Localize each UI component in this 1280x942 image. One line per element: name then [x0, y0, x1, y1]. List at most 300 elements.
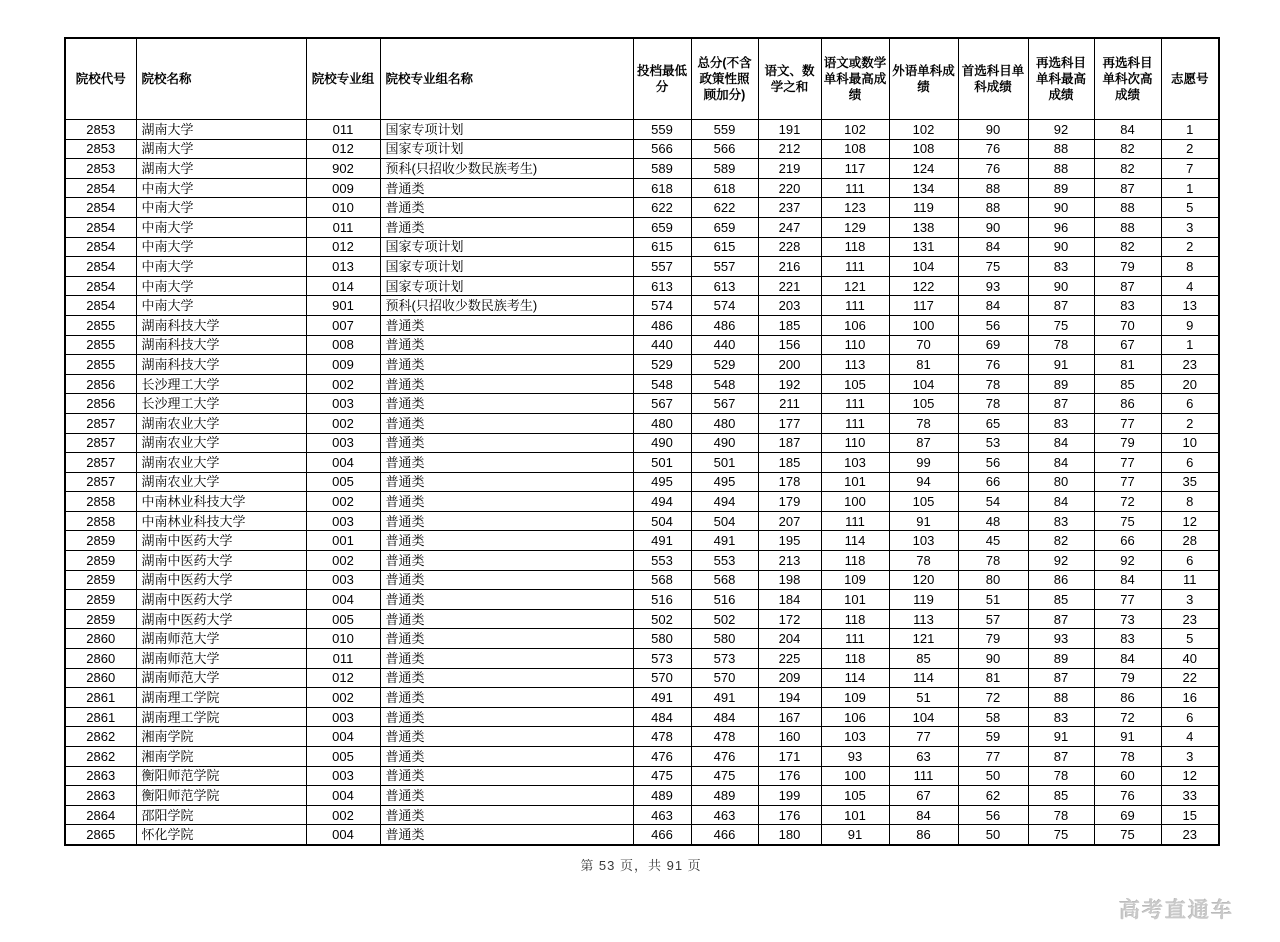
table-cell: 普通类 — [380, 178, 633, 198]
table-cell: 002 — [306, 805, 380, 825]
table-cell: 普通类 — [380, 394, 633, 414]
table-cell: 中南大学 — [136, 217, 306, 237]
table-cell: 104 — [889, 374, 958, 394]
table-cell: 160 — [758, 727, 821, 747]
table-row — [65, 551, 1219, 571]
table-cell: 90 — [958, 217, 1028, 237]
table-cell: 187 — [758, 433, 821, 453]
table-cell: 81 — [889, 355, 958, 375]
table-cell: 湖南农业大学 — [136, 472, 306, 492]
table-cell: 478 — [691, 727, 758, 747]
table-cell: 83 — [1094, 296, 1161, 316]
table-row — [65, 139, 1219, 159]
table-cell: 2859 — [65, 551, 136, 571]
table-cell: 109 — [821, 688, 889, 708]
table-row — [65, 315, 1219, 335]
table-cell: 湘南学院 — [136, 727, 306, 747]
table-cell: 90 — [958, 120, 1028, 140]
table-cell: 2859 — [65, 609, 136, 629]
table-cell: 101 — [821, 590, 889, 610]
table-cell: 60 — [1094, 766, 1161, 786]
table-cell: 86 — [889, 825, 958, 845]
table-cell: 198 — [758, 570, 821, 590]
table-cell: 91 — [1028, 355, 1094, 375]
table-cell: 预科(只招收少数民族考生) — [380, 296, 633, 316]
table-cell: 2857 — [65, 453, 136, 473]
table-cell: 005 — [306, 747, 380, 767]
table-cell: 589 — [633, 159, 691, 179]
table-cell: 2855 — [65, 335, 136, 355]
table-row — [65, 629, 1219, 649]
header-cell: 志愿号 — [1161, 38, 1219, 120]
table-cell: 219 — [758, 159, 821, 179]
table-cell: 111 — [821, 394, 889, 414]
table-cell: 618 — [691, 178, 758, 198]
header-cell: 总分(不含政策性照顾加分) — [691, 38, 758, 120]
table-cell: 普通类 — [380, 433, 633, 453]
table-row — [65, 825, 1219, 845]
table-cell: 72 — [1094, 492, 1161, 512]
table-cell: 615 — [633, 237, 691, 257]
table-cell: 2853 — [65, 120, 136, 140]
table-cell: 194 — [758, 688, 821, 708]
table-cell: 7 — [1161, 159, 1219, 179]
table-cell: 102 — [889, 120, 958, 140]
table-cell: 574 — [633, 296, 691, 316]
table-cell: 8 — [1161, 492, 1219, 512]
table-row — [65, 237, 1219, 257]
table-cell: 013 — [306, 257, 380, 277]
table-cell: 557 — [691, 257, 758, 277]
table-row — [65, 394, 1219, 414]
table-cell: 90 — [1028, 237, 1094, 257]
table-cell: 国家专项计划 — [380, 120, 633, 140]
table-cell: 484 — [633, 707, 691, 727]
table-cell: 101 — [821, 805, 889, 825]
header-row — [65, 38, 1219, 120]
table-cell: 212 — [758, 139, 821, 159]
table-cell: 176 — [758, 805, 821, 825]
table-cell: 111 — [821, 413, 889, 433]
table-cell: 247 — [758, 217, 821, 237]
table-cell: 501 — [691, 453, 758, 473]
table-cell: 20 — [1161, 374, 1219, 394]
table-cell: 131 — [889, 237, 958, 257]
table-cell: 004 — [306, 825, 380, 845]
table-cell: 预科(只招收少数民族考生) — [380, 159, 633, 179]
table-cell: 111 — [821, 178, 889, 198]
table-cell: 普通类 — [380, 786, 633, 806]
table-cell: 83 — [1094, 629, 1161, 649]
table-cell: 011 — [306, 120, 380, 140]
table-cell: 70 — [1094, 315, 1161, 335]
table-cell: 12 — [1161, 511, 1219, 531]
table-cell: 486 — [633, 315, 691, 335]
table-cell: 12 — [1161, 766, 1219, 786]
table-cell: 902 — [306, 159, 380, 179]
table-cell: 2859 — [65, 590, 136, 610]
table-cell: 6 — [1161, 707, 1219, 727]
table-cell: 湖南大学 — [136, 120, 306, 140]
table-cell: 23 — [1161, 355, 1219, 375]
table-cell: 177 — [758, 413, 821, 433]
table-cell: 63 — [889, 747, 958, 767]
table-cell: 179 — [758, 492, 821, 512]
table-cell: 中南大学 — [136, 198, 306, 218]
header-cell: 院校代号 — [65, 38, 136, 120]
table-cell: 502 — [691, 609, 758, 629]
table-cell: 491 — [691, 688, 758, 708]
table-cell: 2854 — [65, 198, 136, 218]
table-cell: 87 — [1028, 609, 1094, 629]
table-cell: 106 — [821, 315, 889, 335]
table-cell: 湖南中医药大学 — [136, 551, 306, 571]
table-cell: 87 — [1028, 668, 1094, 688]
table-cell: 568 — [691, 570, 758, 590]
table-cell: 118 — [821, 237, 889, 257]
table-cell: 2863 — [65, 766, 136, 786]
table-cell: 2854 — [65, 276, 136, 296]
table-cell: 78 — [889, 413, 958, 433]
table-cell: 88 — [1028, 139, 1094, 159]
table-cell: 2853 — [65, 139, 136, 159]
table-cell: 105 — [821, 786, 889, 806]
table-cell: 87 — [1028, 747, 1094, 767]
table-cell: 57 — [958, 609, 1028, 629]
table-cell: 76 — [958, 159, 1028, 179]
table-cell: 普通类 — [380, 551, 633, 571]
table-cell: 51 — [889, 688, 958, 708]
table-cell: 105 — [889, 394, 958, 414]
table-cell: 440 — [633, 335, 691, 355]
table-row — [65, 649, 1219, 669]
table-cell: 长沙理工大学 — [136, 374, 306, 394]
table-row — [65, 217, 1219, 237]
table-cell: 012 — [306, 668, 380, 688]
table-cell: 湖南理工学院 — [136, 688, 306, 708]
table-row — [65, 472, 1219, 492]
table-cell: 92 — [1028, 120, 1094, 140]
table-cell: 90 — [1028, 276, 1094, 296]
table-cell: 475 — [633, 766, 691, 786]
table-cell: 普通类 — [380, 747, 633, 767]
table-cell: 008 — [306, 335, 380, 355]
table-cell: 002 — [306, 413, 380, 433]
table-cell: 5 — [1161, 198, 1219, 218]
table-row — [65, 413, 1219, 433]
table-cell: 111 — [889, 766, 958, 786]
table-cell: 75 — [1094, 825, 1161, 845]
table-row — [65, 805, 1219, 825]
table-cell: 574 — [691, 296, 758, 316]
table-cell: 180 — [758, 825, 821, 845]
table-cell: 004 — [306, 590, 380, 610]
table-cell: 1 — [1161, 178, 1219, 198]
table-cell: 78 — [1028, 805, 1094, 825]
table-cell: 491 — [691, 531, 758, 551]
table-cell: 11 — [1161, 570, 1219, 590]
table-cell: 615 — [691, 237, 758, 257]
table-cell: 118 — [821, 551, 889, 571]
table-cell: 91 — [821, 825, 889, 845]
table-cell: 440 — [691, 335, 758, 355]
table-cell: 004 — [306, 453, 380, 473]
table-cell: 2854 — [65, 257, 136, 277]
table-cell: 10 — [1161, 433, 1219, 453]
table-cell: 118 — [821, 609, 889, 629]
table-cell: 2861 — [65, 707, 136, 727]
table-cell: 65 — [958, 413, 1028, 433]
table-cell: 56 — [958, 453, 1028, 473]
table-cell: 580 — [633, 629, 691, 649]
table-cell: 84 — [1028, 433, 1094, 453]
table-cell: 548 — [633, 374, 691, 394]
table-cell: 湖南理工学院 — [136, 707, 306, 727]
table-cell: 100 — [821, 492, 889, 512]
table-cell: 湖南科技大学 — [136, 315, 306, 335]
table-cell: 中南大学 — [136, 237, 306, 257]
table-cell: 005 — [306, 609, 380, 629]
table-cell: 湖南师范大学 — [136, 629, 306, 649]
table-cell: 82 — [1094, 237, 1161, 257]
admission-scores-table — [64, 37, 1220, 846]
table-cell: 45 — [958, 531, 1028, 551]
table-cell: 84 — [958, 296, 1028, 316]
table-cell: 2861 — [65, 688, 136, 708]
table-cell: 88 — [1028, 688, 1094, 708]
table-cell: 73 — [1094, 609, 1161, 629]
table-cell: 504 — [633, 511, 691, 531]
table-cell: 80 — [958, 570, 1028, 590]
table-cell: 2856 — [65, 374, 136, 394]
table-cell: 2857 — [65, 433, 136, 453]
table-cell: 78 — [958, 374, 1028, 394]
table-cell: 85 — [1028, 590, 1094, 610]
table-cell: 573 — [633, 649, 691, 669]
table-cell: 010 — [306, 198, 380, 218]
table-cell: 2860 — [65, 668, 136, 688]
table-cell: 90 — [1028, 198, 1094, 218]
table-cell: 湖南中医药大学 — [136, 609, 306, 629]
table-cell: 54 — [958, 492, 1028, 512]
table-cell: 559 — [633, 120, 691, 140]
table-cell: 80 — [1028, 472, 1094, 492]
table-cell: 104 — [889, 707, 958, 727]
table-cell: 湖南中医药大学 — [136, 590, 306, 610]
table-cell: 001 — [306, 531, 380, 551]
table-cell: 普通类 — [380, 198, 633, 218]
table-cell: 23 — [1161, 609, 1219, 629]
table-row — [65, 747, 1219, 767]
table-cell: 75 — [1028, 315, 1094, 335]
table-cell: 50 — [958, 766, 1028, 786]
table-cell: 108 — [821, 139, 889, 159]
table-cell: 129 — [821, 217, 889, 237]
table-cell: 491 — [633, 531, 691, 551]
table-row — [65, 453, 1219, 473]
table-cell: 35 — [1161, 472, 1219, 492]
table-cell: 104 — [889, 257, 958, 277]
header-cell: 语文、数学之和 — [758, 38, 821, 120]
table-cell: 53 — [958, 433, 1028, 453]
table-cell: 105 — [889, 492, 958, 512]
table-row — [65, 433, 1219, 453]
table-cell: 2854 — [65, 237, 136, 257]
table-cell: 77 — [1094, 413, 1161, 433]
table-cell: 559 — [691, 120, 758, 140]
table-cell: 111 — [821, 511, 889, 531]
table-cell: 553 — [691, 551, 758, 571]
table-cell: 56 — [958, 315, 1028, 335]
table-cell: 79 — [1094, 257, 1161, 277]
table-cell: 185 — [758, 453, 821, 473]
table-cell: 中南林业科技大学 — [136, 511, 306, 531]
table-cell: 75 — [1094, 511, 1161, 531]
table-cell: 2858 — [65, 492, 136, 512]
table-cell: 75 — [1028, 825, 1094, 845]
table-cell: 湖南农业大学 — [136, 413, 306, 433]
table-cell: 93 — [958, 276, 1028, 296]
table-cell: 普通类 — [380, 531, 633, 551]
table-cell: 167 — [758, 707, 821, 727]
table-cell: 1 — [1161, 335, 1219, 355]
table-cell: 156 — [758, 335, 821, 355]
table-cell: 003 — [306, 511, 380, 531]
table-cell: 476 — [633, 747, 691, 767]
table-row — [65, 511, 1219, 531]
table-cell: 216 — [758, 257, 821, 277]
table-cell: 28 — [1161, 531, 1219, 551]
table-cell: 010 — [306, 629, 380, 649]
table-row — [65, 727, 1219, 747]
table-cell: 476 — [691, 747, 758, 767]
table-cell: 普通类 — [380, 805, 633, 825]
table-cell: 005 — [306, 472, 380, 492]
table-cell: 77 — [1094, 472, 1161, 492]
table-cell: 普通类 — [380, 688, 633, 708]
table-cell: 613 — [691, 276, 758, 296]
header-cell: 语文或数学单科最高成绩 — [821, 38, 889, 120]
table-cell: 普通类 — [380, 315, 633, 335]
table-cell: 557 — [633, 257, 691, 277]
table-cell: 87 — [1028, 394, 1094, 414]
table-cell: 117 — [821, 159, 889, 179]
table-cell: 211 — [758, 394, 821, 414]
table-cell: 83 — [1028, 511, 1094, 531]
table-cell: 225 — [758, 649, 821, 669]
table-cell: 901 — [306, 296, 380, 316]
table-cell: 122 — [889, 276, 958, 296]
table-cell: 516 — [633, 590, 691, 610]
table-cell: 566 — [633, 139, 691, 159]
table-cell: 221 — [758, 276, 821, 296]
table-cell: 580 — [691, 629, 758, 649]
table-cell: 89 — [1028, 649, 1094, 669]
watermark-gaokao-zhitongche: 高考直通车 — [1119, 899, 1234, 922]
table-cell: 79 — [1094, 433, 1161, 453]
table-cell: 1 — [1161, 120, 1219, 140]
table-cell: 76 — [958, 139, 1028, 159]
table-cell: 普通类 — [380, 472, 633, 492]
table-cell: 117 — [889, 296, 958, 316]
table-cell: 113 — [821, 355, 889, 375]
table-cell: 75 — [958, 257, 1028, 277]
table-cell: 普通类 — [380, 511, 633, 531]
table-cell: 86 — [1094, 688, 1161, 708]
table-cell: 2858 — [65, 511, 136, 531]
table-cell: 湖南农业大学 — [136, 453, 306, 473]
table-cell: 228 — [758, 237, 821, 257]
table-cell: 78 — [1028, 335, 1094, 355]
table-row — [65, 159, 1219, 179]
table-cell: 77 — [1094, 453, 1161, 473]
table-cell: 湖南中医药大学 — [136, 531, 306, 551]
table-cell: 82 — [1094, 139, 1161, 159]
table-cell: 011 — [306, 649, 380, 669]
table-cell: 2862 — [65, 747, 136, 767]
table-cell: 93 — [1028, 629, 1094, 649]
table-cell: 78 — [1028, 766, 1094, 786]
table-cell: 200 — [758, 355, 821, 375]
table-cell: 国家专项计划 — [380, 276, 633, 296]
table-cell: 长沙理工大学 — [136, 394, 306, 414]
table-cell: 003 — [306, 570, 380, 590]
table-cell: 110 — [821, 335, 889, 355]
table-cell: 659 — [691, 217, 758, 237]
table-cell: 570 — [633, 668, 691, 688]
table-row — [65, 374, 1219, 394]
table-cell: 普通类 — [380, 413, 633, 433]
table-cell: 22 — [1161, 668, 1219, 688]
table-cell: 529 — [691, 355, 758, 375]
table-cell: 92 — [1028, 551, 1094, 571]
table-body — [65, 120, 1219, 845]
table-cell: 87 — [1094, 178, 1161, 198]
table-cell: 62 — [958, 786, 1028, 806]
table-cell: 湖南农业大学 — [136, 433, 306, 453]
table-cell: 16 — [1161, 688, 1219, 708]
table-cell: 湖南大学 — [136, 139, 306, 159]
table-cell: 622 — [633, 198, 691, 218]
header-cell: 首选科目单科成绩 — [958, 38, 1028, 120]
table-cell: 213 — [758, 551, 821, 571]
table-cell: 48 — [958, 511, 1028, 531]
table-cell: 普通类 — [380, 570, 633, 590]
table-cell: 70 — [889, 335, 958, 355]
table-cell: 76 — [1094, 786, 1161, 806]
table-row — [65, 335, 1219, 355]
table-cell: 87 — [1028, 296, 1094, 316]
table-cell: 84 — [1094, 570, 1161, 590]
table-cell: 中南大学 — [136, 296, 306, 316]
table-cell: 589 — [691, 159, 758, 179]
table-cell: 491 — [633, 688, 691, 708]
table-cell: 88 — [1094, 198, 1161, 218]
table-cell: 009 — [306, 178, 380, 198]
table-cell: 湘南学院 — [136, 747, 306, 767]
table-cell: 003 — [306, 707, 380, 727]
table-cell: 2859 — [65, 570, 136, 590]
table-cell: 118 — [821, 649, 889, 669]
table-cell: 3 — [1161, 590, 1219, 610]
table-cell: 2856 — [65, 394, 136, 414]
table-cell: 012 — [306, 139, 380, 159]
table-cell: 2863 — [65, 786, 136, 806]
table-cell: 87 — [889, 433, 958, 453]
header-cell: 再选科目单科次高成绩 — [1094, 38, 1161, 120]
table-cell: 78 — [1094, 747, 1161, 767]
table-cell: 184 — [758, 590, 821, 610]
